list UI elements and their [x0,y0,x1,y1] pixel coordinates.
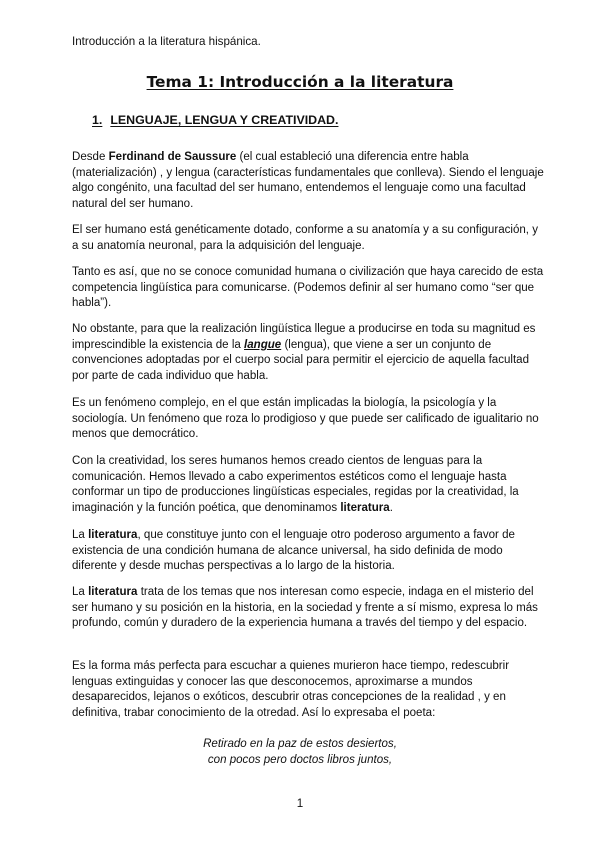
text-run: (el cual estableció una diferencia entre habla [236,151,469,163]
paragraph-saussure [72,150,544,212]
text-run: La [72,586,89,598]
text-line: No obstante, para que la realización lingüística llegue a producirse en toda su magnitud es [72,323,536,335]
text-line: menos que democrático. [72,428,199,441]
running-header: Introducción a la literatura hispánica. [72,35,261,48]
paragraph-literature-definition [72,528,534,575]
text-line: competencia lingüística para comunicarse. (Podemos definir al ser humano como “ser que [72,281,535,294]
text-line: diferente y desde muchas perspectivas a lo largo de la historia. [72,560,395,573]
text-line: existencia de una condición humana de alcance universal, ha sido definida de modo [72,544,503,557]
text-line: lenguas extinguidas y conocer las que desconocemos, aproximarse a mundos [72,675,473,688]
page-number: 1 [296,797,304,810]
langue-term: langue [244,338,282,351]
text-line: Es la forma más perfecta para escuchar a quienes murieron hace tiempo, redescubrir [72,660,510,672]
paragraph-phenomenon [72,396,539,443]
paragraph-competence [72,265,544,312]
text-line: a su anatomía neuronal, para la adquisición del lenguaje. [72,239,365,252]
text-run: Desde [72,151,109,163]
section-heading [92,113,338,127]
text-line: Con la creatividad, los seres humanos hemos creado cientos de lenguas para la [72,455,483,467]
text-run: (lengua), que viene a ser un conjunto de [281,338,492,351]
text-line: comunicación. Hemos llevado a cabo experimentos estéticos como el lenguaje hasta [72,470,507,483]
text-line: Es un fenómeno complejo, en el que están implicadas la biología, la psicología y la [72,397,497,409]
text-line: desaparecidos, lejanos o exóticos, descubrir otras concepciones de la realidad , y en [72,691,506,704]
text-line: conformar un tipo de producciones lingüísticas especiales, regidas por la creatividad, la [72,486,519,499]
text-run: imprescindible la existencia de la [72,338,245,351]
section-label: LENGUAJE, LENGUA Y CREATIVIDAD. [110,113,339,127]
text-line: algo congénito, una facultad del ser humano, entendemos el lenguaje como una facultad [72,182,526,195]
text-run: La [72,529,89,541]
poem-line: con pocos pero doctos libros juntos, [207,753,393,766]
page-title: Tema 1: Introducción a la literatura [146,73,454,91]
text-line: El ser humano está genéticamente dotado, conforme a su anatomía y a su configuración, y [72,224,538,236]
text-run: imaginación y la función poética, que denominamos [72,501,341,514]
text-line: (materialización) , y lengua (características fundamentales que conlleva). Siendo el lenguaje [72,166,544,179]
text-run: . [389,501,393,514]
author-name: Ferdinand de Saussure [108,151,237,163]
literatura-term: literatura [88,529,138,541]
text-line: convenciones adoptadas por el cuerpo social para permitir el ejercicio de aquella facultad [72,354,530,367]
text-line: habla”). [72,297,112,310]
paragraph-literature-themes [72,585,538,632]
text-line: sociología. Un fenómeno que roza lo prodigioso y que puede ser calificado de igualitario no [72,412,539,425]
paragraph-creativity [72,454,534,516]
paragraph-langue [72,322,534,384]
text-line: profundo, común y duradero de la experiencia humana a través del tiempo y del espacio. [72,617,528,630]
literatura-term: literatura [88,586,138,598]
literatura-term: literatura [340,501,390,514]
text-run: , que constituye junto con el lenguaje otro poderoso argumento a favor de [137,529,515,541]
poem-line: Retirado en la paz de estos desiertos, [203,738,397,750]
text-line: ser humano y su posición en la historia, en la sociedad y frente a sí mismo, expresa lo más [72,601,538,614]
text-run: trata de los temas que nos interesan como especie, indaga en el misterio del [137,586,534,598]
text-line: Tanto es así, que no se conoce comunidad humana o civilización que haya carecido de esta [72,266,544,278]
poem-quote [0,737,600,768]
section-number: 1. [92,113,103,127]
paragraph-otredad [72,659,534,721]
text-line: definitiva, trabar conocimiento de la otredad. Así lo expresaba el poeta: [72,706,436,719]
text-line: natural del ser humano. [72,197,194,210]
paragraph-genetic [72,223,538,254]
text-line: por parte de cada individuo que habla. [72,369,269,382]
